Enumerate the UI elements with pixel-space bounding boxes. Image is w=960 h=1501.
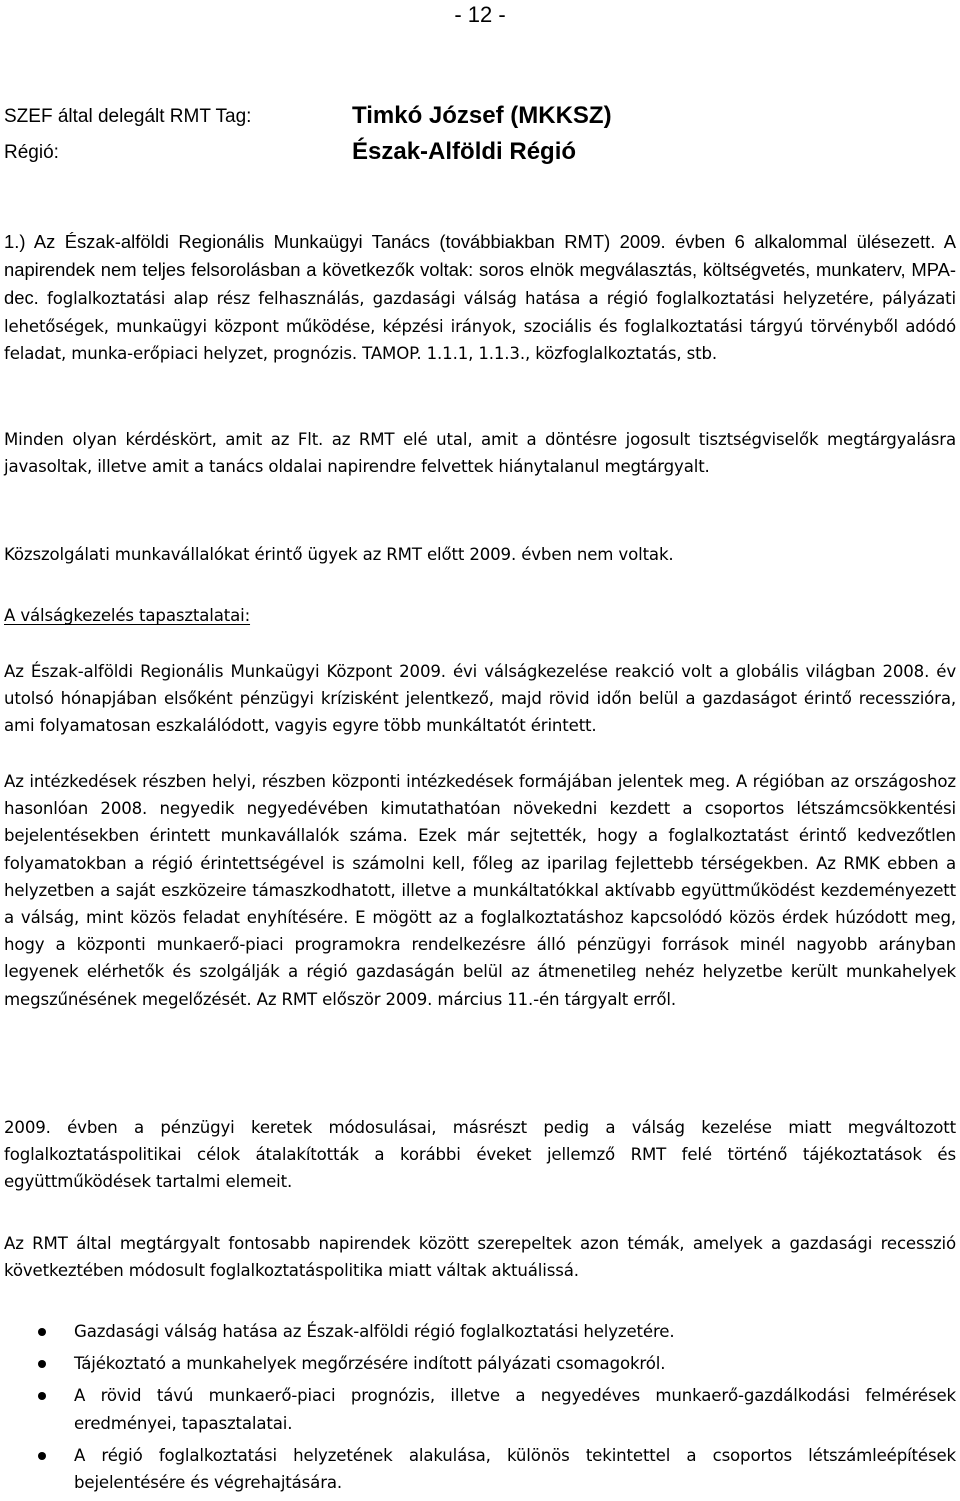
list-item-text: A rövid távú munkaerő-piaci prognózis, illetve a negyedéves munkaerő-gazdálkodási felmérések eredményei, tapasztalatai. xyxy=(74,1386,956,1433)
list-item xyxy=(4,1318,956,1345)
delegate-name: Timkó József (MKKSZ) xyxy=(352,102,612,129)
paragraph-agenda-topics: Az RMT által megtárgyalt fontosabb napirendek között szerepeltek azon témák, amelyek a gazdasági recesszió következtében módosult foglalkoztatáspolitika miatt váltak aktuálissá. xyxy=(4,1234,956,1281)
agenda-bullet-list xyxy=(4,1318,956,1501)
paragraph-flt-topics: Minden olyan kérdéskört, amit az Flt. az RMT elé utal, amit a döntésre jogosult tisztségviselők megtárgyalásra javasoltak, illetve amit a tanács oldalai napirendre felvettek hiánytalanul megtárgyalt. xyxy=(4,430,956,477)
paragraph-rmt-meetings-intro: 1.) Az Észak-alföldi Regionális Munkaügyi Tanács (továbbiakban RMT) 2009. évben 6 alkalommal ülésezett. A napirendek nem teljes felsorolásban a következők voltak: soros elnök megválasztás, költségvetés, munkaterv, MPA-dec. xyxy=(4,231,956,309)
bullet-icon xyxy=(38,1452,46,1460)
list-item xyxy=(4,1442,956,1496)
delegate-label: SZEF által delegált RMT Tag: xyxy=(4,106,252,127)
list-item-text: Tájékoztató a munkahelyek megőrzésére indított pályázati csomagokról. xyxy=(74,1354,666,1374)
paragraph-rmt-meetings-topics: foglalkoztatási alap rész felhasználás, gazdasági válság hatása a régió foglalkoztatási helyzetére, pályázati lehetőségek, munkaügyi központ működése, képzési irányok, szociális és foglalkoztatási tárgyú törvényből adódó feladat, munka-erőpiaci helyzet, prognózis. TAMOP. 1.1.1, 1.1.3., közfoglalkoztatás, stb. xyxy=(4,289,956,363)
region-label: Régió: xyxy=(4,142,59,163)
list-item-text: Gazdasági válság hatása az Észak-alföldi régió foglalkoztatási helyzetére. xyxy=(74,1322,675,1341)
list-item-text: A régió foglalkoztatási helyzetének alakulása, különös tekintettel a csoportos létszámleépítések bejelentésére és végrehajtására. xyxy=(74,1445,956,1493)
page-number: - 12 - xyxy=(454,2,506,27)
paragraph-rmt-meetings xyxy=(4,228,956,367)
list-item xyxy=(4,1350,956,1377)
bullet-icon xyxy=(38,1360,46,1368)
section-heading-crisis: A válságkezelés tapasztalatai: xyxy=(4,606,251,625)
list-item xyxy=(4,1382,956,1436)
paragraph-public-service: Közszolgálati munkavállalókat érintő ügyek az RMT előtt 2009. évben nem voltak. xyxy=(4,545,674,564)
bullet-icon xyxy=(38,1328,46,1336)
paragraph-2009-changes: 2009. évben a pénzügyi keretek módosulásai, másrészt pedig a válság kezelése miatt megváltozott foglalkoztatáspolitikai célok átalakították a korábbi éveket jellemző RMT felé történő tájékoztatások és együttműködések tartalmi elemeit. xyxy=(4,1118,956,1192)
paragraph-measures: Az intézkedések részben helyi, részben központi intézkedések formájában jelentek meg. A régióban az országoshoz hasonlóan 2008. negyedik negyedévében kimutathatóan növekedni kezdett a csoportos létszámcsökkentési bejelentésekben érintett munkavállalók száma. Ezek már sejtették, hogy a foglalkoztatást érintő kedvezőtlen folyamatokban a régió érintettségével is számolni kell, főleg az iparilag fejlettebb térségekben. Az RMK ebben a helyzetben a saját eszközeire támaszkodhatott, illetve a munkáltatókkal aktívabb együttműködést kezdeményezett a válság, mint közös feladat enyhítésére. E mögött az a foglalkoztatáshoz kapcsolódó közös érdek húzódott meg, hogy a központi munkaerő-piaci programokra rendelkezésre álló pénzügyi források minél nagyobb arányban legyenek elérhetők és szolgálják a régió gazdaságán belül az átmenetileg nehéz helyzetbe került munkahelyek megszűnésének megelőzését. Az RMT először 2009. március 11.-én tárgyalt erről. xyxy=(4,772,956,1009)
paragraph-crisis-reaction: Az Észak-alföldi Regionális Munkaügyi Központ 2009. évi válságkezelése reakció volt a globális világban 2008. év utolsó hónapjában elsőként pénzügyi krízisként jelentkező, majd rövid időn belül a gazdaságot érintő recesszióra, ami folyamatosan eszkalálódott, vagyis egyre több munkáltatót érintett. xyxy=(4,662,956,736)
region-name: Észak-Alföldi Régió xyxy=(352,138,577,165)
bullet-icon xyxy=(38,1392,46,1400)
